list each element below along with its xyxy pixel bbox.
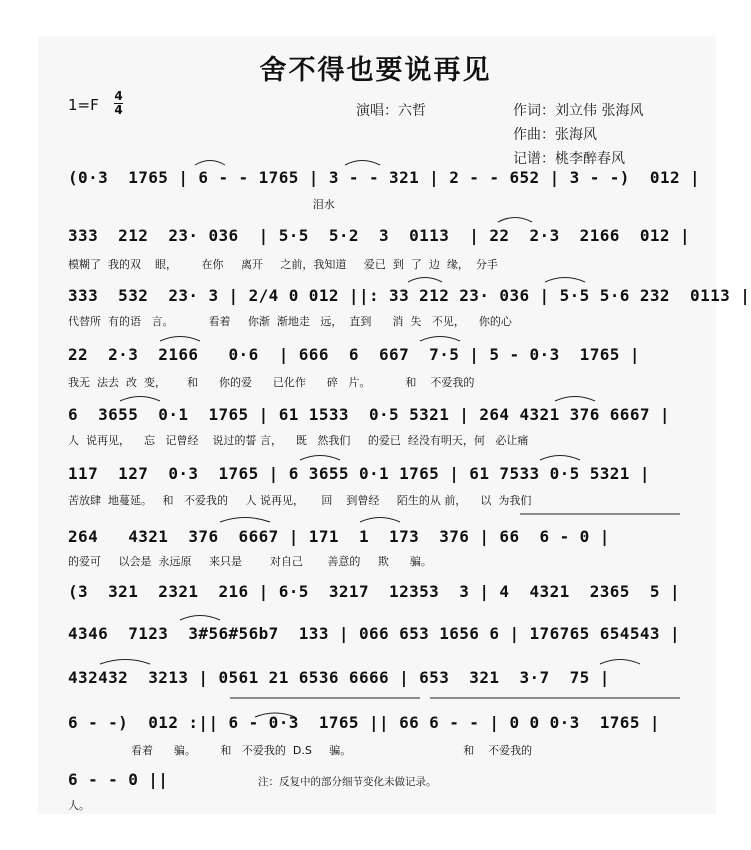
- transcription-note: 注：反复中的部分细节变化未做记录。: [258, 776, 437, 788]
- song-title: 舍不得也要说再见: [259, 55, 492, 86]
- lyricist-credit: 作词：刘立伟 张海风: [513, 103, 644, 119]
- singer-credit: 演唱：六哲: [356, 103, 426, 119]
- time-signature-bottom: 4: [114, 103, 123, 117]
- transcriber-credit: 记谱：桃李醉春风: [513, 151, 625, 167]
- key-signature: 1=F: [68, 96, 99, 114]
- time-signature-top: 4: [114, 89, 123, 103]
- time-signature: [114, 91, 123, 116]
- composer-credit: 作曲：张海风: [513, 127, 597, 143]
